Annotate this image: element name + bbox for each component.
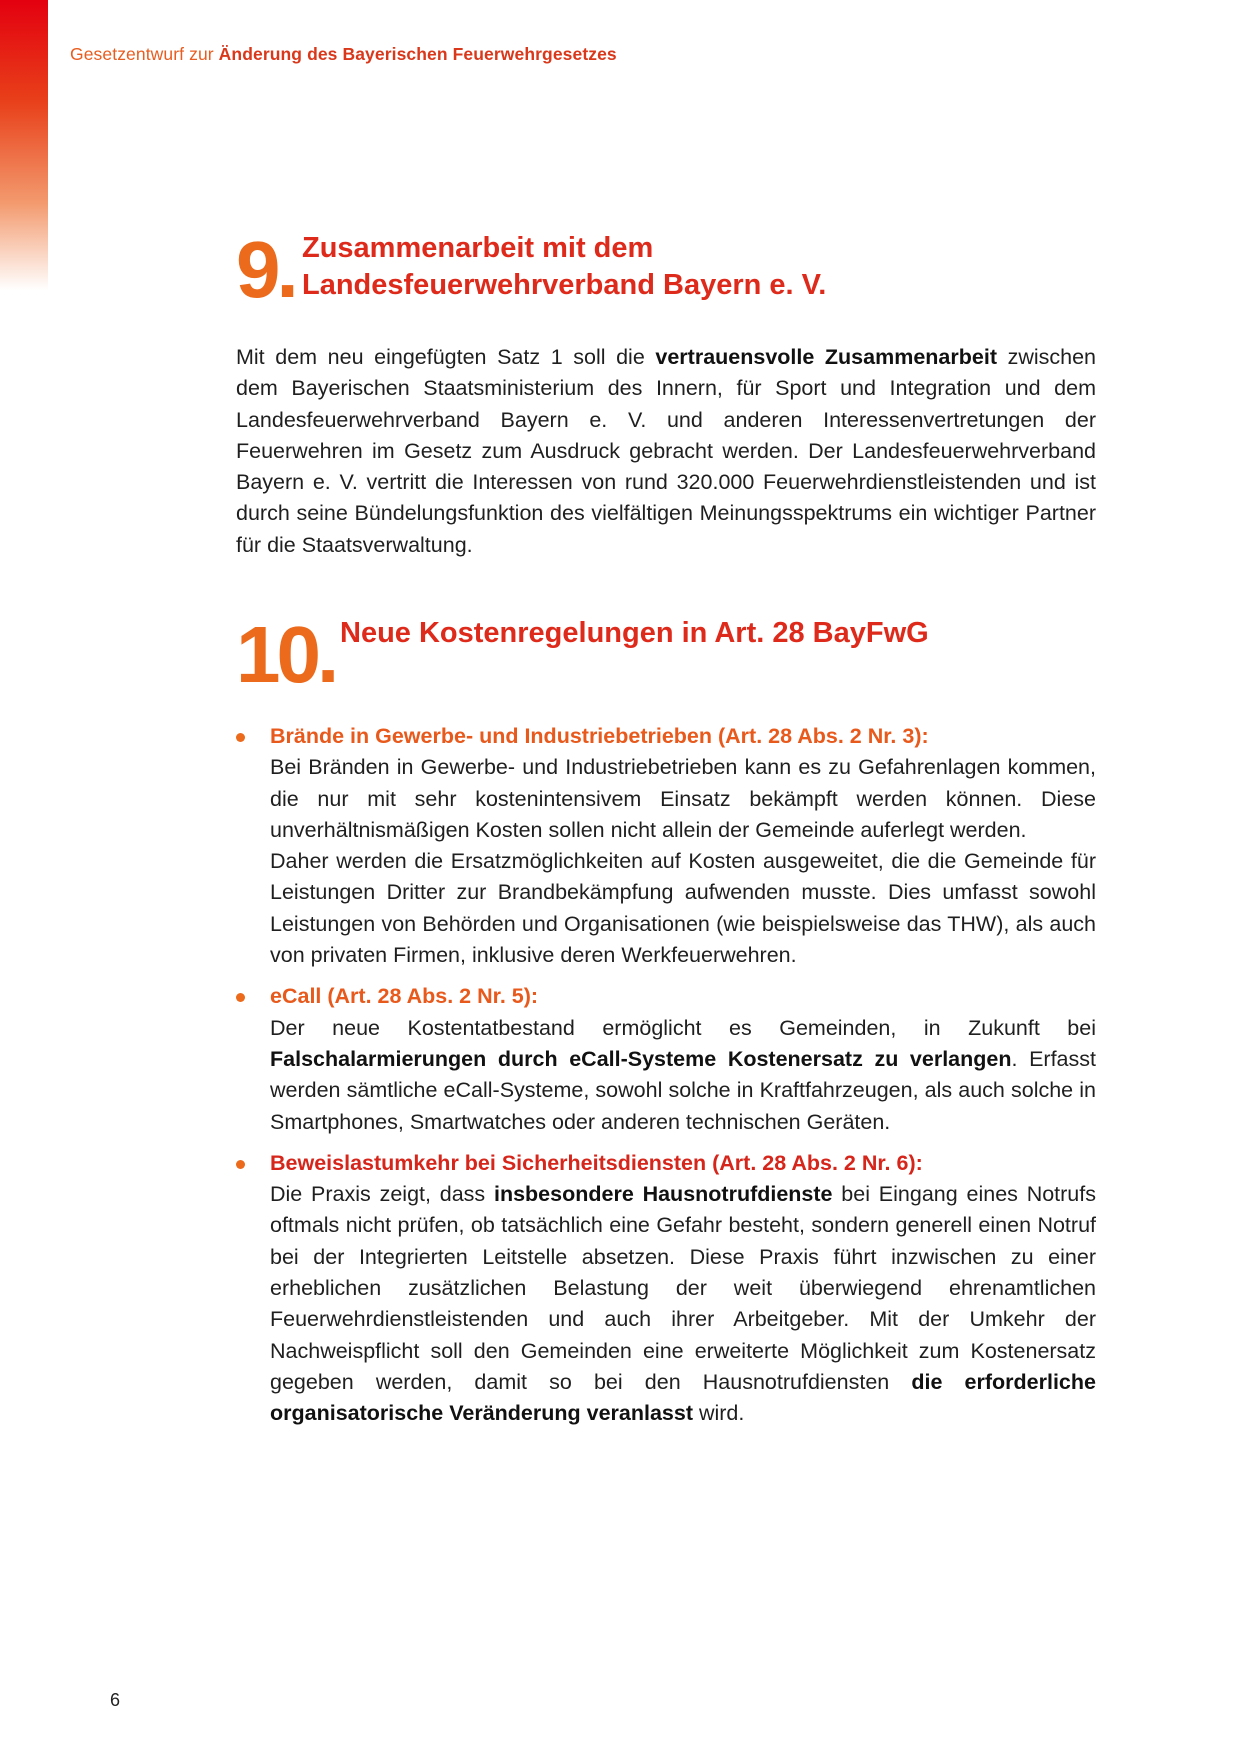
section-9-heading	[236, 225, 1096, 320]
bullet-3-text-2: bei Eingang eines Notrufs oftmals nicht prüfen, ob tatsächlich eine Gefahr besteht, sondern generell einen Notruf bei der Integrierten Leitstelle absetzen. Diese Praxis führt inzwischen zu einer erheblichen zusätzlichen Belastung der weit überwiegend ehrenamtlichen Feuerwehrdienstleistenden und auch ihrer Arbeitgeber. Mit der Umkehr der Nachweispflicht soll den Gemeinden eine erweiterte Möglichkeit zum Kostenersatz gegeben werden, damit so bei den Hausnotrufdiensten	[270, 1182, 1096, 1394]
bullet-1-text-b: Daher werden die Ersatzmöglichkeiten auf Kosten ausgeweitet, die die Gemeinde für Leistungen Dritter zur Brandbekämpfung aufwenden musste. Dies umfasst sowohl Leistungen von Behörden und Organisationen (wie beispielsweise das THW), als auch von privaten Firmen, inklusive deren Werkfeuerwehren.	[270, 849, 1096, 968]
section-10-number: 10.	[236, 610, 336, 699]
bullet-3-text-bold1: insbesondere Hausnotrufdienste	[493, 1182, 833, 1207]
section-9-title	[302, 230, 826, 304]
bullet-2-text-1: Der neue Kostentatbestand ermöglicht es Gemeinden, in Zukunft bei	[270, 1015, 1096, 1040]
section-10	[236, 610, 1096, 1440]
header-prefix: Gesetzentwurf zur	[70, 44, 214, 64]
bullet-1-heading: Brände in Gewerbe- und Industriebetrieben (Art. 28 Abs. 2 Nr. 3):	[270, 724, 929, 748]
page-number: 6	[110, 1690, 121, 1710]
bullet-dot-icon	[236, 1160, 245, 1169]
section-9	[236, 225, 1096, 561]
list-item	[236, 981, 1096, 1137]
bullet-dot-icon	[236, 733, 245, 742]
section-9-title-line1: Zusammenarbeit mit dem	[302, 232, 654, 264]
bullet-2-heading: eCall (Art. 28 Abs. 2 Nr. 5):	[270, 984, 539, 1009]
bullet-3-text-1: Die Praxis zeigt, dass	[270, 1182, 494, 1207]
section-9-text-1: Mit dem neu eingefügten Satz 1 soll die	[236, 345, 656, 369]
section-9-text-2: zwischen dem Bayerischen Staatsministerium des Innern, für Sport und Integration und dem Landesfeuerwehrverband Bayern e. V. und anderen Interessenvertretungen der Feuerwehren im Gesetz zum Ausdruck gebracht werden. Der Landesfeuerwehrverband Bayern e. V. vertritt die Interessen von rund 320.000 Feuerwehrdienstleistenden und ist durch seine Bündelungsfunktion des vielfältigen Meinungsspektrums ein wichtiger Partner für die Staatsverwaltung.	[236, 345, 1096, 557]
bullet-3-heading: Beweislastumkehr bei Sicherheitsdiensten (Art. 28 Abs. 2 Nr. 6):	[270, 1150, 923, 1175]
bullet-1-text-a: Bei Bränden in Gewerbe- und Industriebetrieben kann es zu Gefahrenlagen kommen, die nur mit sehr kostenintensivem Einsatz bekämpft werden können. Diese unverhältnismäßigen Kosten sollen nicht allein der Gemeinde auferlegt werden.	[270, 755, 1096, 842]
section-9-number: 9.	[236, 225, 295, 314]
side-color-bar	[0, 0, 48, 290]
bullet-2-text-bold: Falschalarmierungen durch eCall-Systeme Kostenersatz zu verlangen	[270, 1046, 1012, 1071]
list-item	[236, 1148, 1096, 1430]
section-10-heading	[236, 610, 1096, 705]
header-title: Änderung des Bayerischen Feuerwehrgesetzes	[218, 44, 617, 64]
section-10-title: Neue Kostenregelungen in Art. 28 BayFwG	[340, 617, 929, 649]
list-item	[236, 721, 1096, 971]
bullet-3-text-3: wird.	[693, 1401, 745, 1426]
bullet-3-text-bold2: die erforderliche organisatorische Veränderung veranlasst	[270, 1369, 1096, 1426]
bullet-3-text	[270, 1179, 1096, 1429]
running-header	[70, 44, 617, 65]
cost-rules-list	[236, 721, 1096, 1430]
bullet-dot-icon	[236, 993, 245, 1002]
bullet-2-text	[270, 1013, 1096, 1138]
section-9-text-bold: vertrauensvolle Zusammenarbeit	[655, 345, 997, 369]
section-9-paragraph	[236, 342, 1096, 561]
section-9-title-line2: Landesfeuerwehrverband Bayern e. V.	[302, 269, 827, 301]
bullet-2-text-2: . Erfasst werden sämtliche eCall-Systeme, sowohl solche in Kraftfahrzeugen, als auch solche in Smartphones, Smartwatches oder anderen technischen Geräten.	[270, 1046, 1096, 1134]
